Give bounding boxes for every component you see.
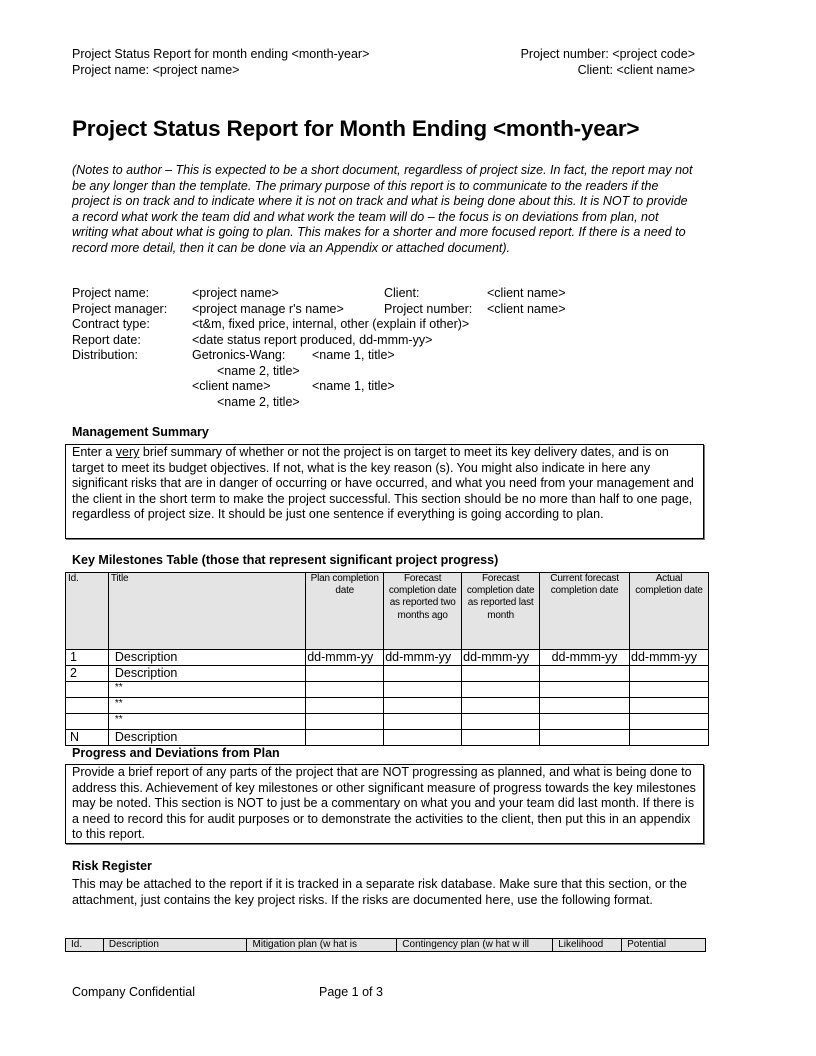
cell-forecast-last[interactable] — [462, 698, 540, 714]
cell-plan[interactable] — [306, 682, 384, 698]
report-date-value: <date status report produced, dd-mmm-yy> — [192, 332, 433, 347]
risk-col-potential: Potential — [622, 939, 706, 952]
cell-current[interactable] — [540, 730, 630, 746]
col-plan-completion: Plan completion date — [306, 573, 384, 650]
cell-forecast-two[interactable] — [384, 698, 462, 714]
risk-col-mitigation: Mitigation plan (w hat is — [247, 939, 397, 952]
cell-id[interactable]: 2 — [66, 666, 109, 682]
col-forecast-last-month: Forecast completion date as reported last month — [462, 573, 540, 650]
report-date-label: Report date: — [72, 332, 141, 347]
cell-current[interactable] — [540, 698, 630, 714]
cell-plan[interactable] — [306, 714, 384, 730]
risk-register-heading: Risk Register — [72, 859, 152, 873]
page-header-left — [72, 47, 369, 78]
cell-actual[interactable] — [630, 730, 709, 746]
distribution-org-2: <client name> — [192, 379, 271, 393]
cell-title[interactable]: ** — [108, 682, 305, 698]
cell-current[interactable] — [540, 666, 630, 682]
notes-to-author: (Notes to author – This is expected to be a short document, regardless of project size. In fact, the report may not be any longer than the template. The primary purpose of this report is to communicate to the readers if the project is on track and to indicate where it is not on track and what is being done about this. It is NOT to provide a record what work the team did and what work the team will do – the focus is on deviations from plan, not writing what about what is going to plan. This makes for a shorter and more focused report. If there is a need to record more detail, then it can be done via an Appendix or attached document). — [72, 163, 693, 255]
project-manager-value: <project manage r's name> — [192, 301, 344, 316]
col-actual-completion: Actual completion date — [630, 573, 709, 650]
milestones-header-row — [66, 573, 709, 650]
management-summary-text: brief summary of whether or not the project is on target to meet its key delivery dates, and is on target to meet its budget objectives. If not, what is the key reason (s). You might also indicate in here any significant risks that are in danger of occurring or have occurred, and what you need from your management and the client in the short term to make the project successful. This section should be no more than half to one page, regardless of project size. It should be just one sentence if everything is going according to plan. — [72, 445, 694, 521]
cell-id[interactable]: 1 — [66, 650, 109, 666]
progress-heading: Progress and Deviations from Plan — [72, 746, 280, 760]
project-name-value: <project name> — [192, 286, 279, 300]
cell-forecast-last[interactable] — [462, 682, 540, 698]
table-row — [66, 650, 709, 666]
risk-col-likelihood: Likelihood — [553, 939, 622, 952]
table-row — [66, 682, 709, 698]
cell-title[interactable]: Description — [108, 650, 305, 666]
milestones-heading: Key Milestones Table (those that represent significant project progress) — [72, 553, 499, 567]
table-row — [66, 714, 709, 730]
milestones-table — [65, 572, 709, 746]
table-row — [66, 666, 709, 682]
distribution-label: Distribution: — [72, 348, 138, 362]
cell-forecast-two[interactable]: dd-mmm-yy — [384, 650, 462, 666]
management-summary-text-pre: Enter a — [72, 445, 116, 459]
document-title: Project Status Report for Month Ending <month-year> — [72, 116, 640, 141]
contract-type-value: <t&m, fixed price, internal, other (explain if other)> — [192, 317, 470, 331]
management-summary-heading: Management Summary — [72, 425, 209, 439]
distribution-org-1-name-2: <name 2, title> — [217, 363, 300, 378]
footer-page-number: Page 1 of 3 — [319, 985, 383, 999]
footer-confidential: Company Confidential — [72, 985, 195, 999]
col-title: Title — [108, 573, 305, 650]
table-row — [66, 698, 709, 714]
cell-id[interactable]: N — [66, 730, 109, 746]
cell-id[interactable] — [66, 714, 109, 730]
cell-plan[interactable] — [306, 666, 384, 682]
management-summary-emphasis: very — [115, 445, 140, 459]
risk-register-intro: This may be attached to the report if it is tracked in a separate risk database. Make sure that this section, or the attachment, just contains the key project risks. If the risks are documented here, use the following format. — [72, 877, 687, 907]
cell-forecast-two[interactable] — [384, 666, 462, 682]
cell-forecast-two[interactable] — [384, 682, 462, 698]
cell-current[interactable] — [540, 714, 630, 730]
client-value: <client name> — [487, 286, 566, 300]
risk-header-row — [66, 939, 706, 952]
project-manager-label: Project manager: — [72, 301, 168, 316]
cell-current[interactable]: dd-mmm-yy — [540, 650, 630, 666]
risk-col-description: Description — [103, 939, 247, 952]
cell-plan[interactable] — [306, 698, 384, 714]
page-header-right — [521, 47, 695, 78]
client-label: Client: — [384, 286, 420, 300]
cell-id[interactable] — [66, 682, 109, 698]
risk-col-id: Id. — [66, 939, 104, 952]
col-current-forecast: Current forecast completion date — [540, 573, 630, 650]
cell-actual[interactable] — [630, 714, 709, 730]
cell-forecast-two[interactable] — [384, 714, 462, 730]
cell-title[interactable]: ** — [108, 698, 305, 714]
header-report-title: Project Status Report for month ending <month-year> — [72, 47, 370, 61]
cell-title[interactable]: Description — [108, 730, 305, 746]
distribution-org-1: Getronics-Wang: — [192, 348, 286, 362]
cell-actual[interactable] — [630, 682, 709, 698]
cell-forecast-two[interactable] — [384, 730, 462, 746]
header-project-name: Project name: <project name> — [72, 62, 240, 77]
cell-plan[interactable] — [306, 730, 384, 746]
distribution-org-2-name-2: <name 2, title> — [217, 394, 300, 409]
distribution-org-2-name-1: <name 1, title> — [312, 379, 395, 393]
col-id: Id. — [66, 573, 109, 650]
cell-id[interactable] — [66, 698, 109, 714]
project-number-label: Project number: — [384, 301, 473, 316]
management-summary-box[interactable] — [65, 444, 704, 539]
cell-actual[interactable]: dd-mmm-yy — [630, 650, 709, 666]
risk-col-contingency: Contingency plan (w hat w ill — [397, 939, 553, 952]
header-project-number: Project number: <project code> — [520, 47, 695, 61]
cell-forecast-last[interactable] — [462, 730, 540, 746]
distribution-org-1-name-1: <name 1, title> — [312, 348, 395, 362]
project-name-label: Project name: — [72, 286, 150, 300]
cell-forecast-last[interactable]: dd-mmm-yy — [462, 650, 540, 666]
col-forecast-two-months: Forecast completion date as reported two months ago — [384, 573, 462, 650]
cell-actual[interactable] — [630, 698, 709, 714]
project-number-value: <client name> — [487, 301, 566, 316]
cell-forecast-last[interactable] — [462, 714, 540, 730]
table-row — [66, 730, 709, 746]
cell-plan[interactable]: dd-mmm-yy — [306, 650, 384, 666]
cell-title[interactable]: ** — [108, 714, 305, 730]
contract-type-label: Contract type: — [72, 317, 150, 331]
cell-actual[interactable] — [630, 666, 709, 682]
risk-register-table — [65, 938, 706, 952]
cell-forecast-last[interactable] — [462, 666, 540, 682]
header-client: Client: <client name> — [577, 62, 695, 77]
cell-current[interactable] — [540, 682, 630, 698]
progress-box[interactable]: Provide a brief report of any parts of the project that are NOT progressing as planned, and what is being done to address this. Achievement of key milestones or other significant measure of progress towards the key milestones may be noted. This section is NOT to just be a commentary on what you and your team did last month. If there is a need to record this for audit purposes or to demonstrate the activities to the client, then put this in an appendix to this report. — [65, 764, 704, 844]
cell-title[interactable]: Description — [108, 666, 305, 682]
